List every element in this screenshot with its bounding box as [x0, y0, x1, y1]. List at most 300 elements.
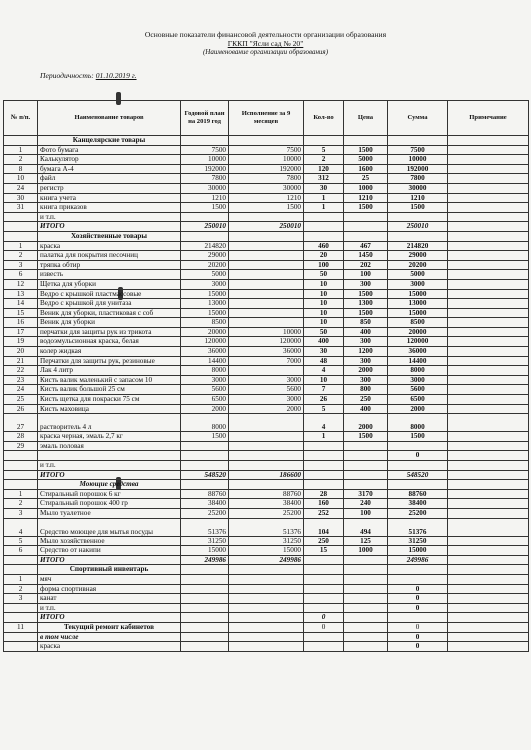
total-row	[4, 555, 529, 565]
cell-note	[448, 356, 529, 366]
cell-sum: 3000	[388, 375, 448, 385]
cell-sum: 0	[388, 642, 448, 652]
cell-sum	[388, 136, 448, 146]
cell-qty: 28	[304, 489, 344, 499]
cell-price: 250	[344, 395, 388, 405]
cell-number: 2	[4, 251, 38, 261]
cell-exec: 3000	[229, 375, 304, 385]
cell-qty: 252	[304, 508, 344, 518]
cell-exec	[229, 451, 304, 461]
cell-note	[448, 222, 529, 232]
cell-plan: 29000	[181, 251, 229, 261]
cell-plan	[181, 622, 229, 632]
cell-exec	[229, 414, 304, 432]
cell-price: 202	[344, 260, 388, 270]
section-row	[4, 565, 529, 575]
cell-number: 11	[4, 622, 38, 632]
cell-number: 16	[4, 318, 38, 328]
cell-name	[38, 451, 181, 461]
table-row	[4, 584, 529, 594]
table-row	[4, 327, 529, 337]
cell-sum: 38400	[388, 499, 448, 509]
cell-qty: 10	[304, 308, 344, 318]
cell-number: 6	[4, 270, 38, 280]
cell-note	[448, 432, 529, 442]
cell-plan: 20200	[181, 260, 229, 270]
cell-name: Лак 4 литр	[38, 366, 181, 376]
cell-plan	[181, 584, 229, 594]
cell-exec	[229, 289, 304, 299]
cell-note	[448, 270, 529, 280]
cell-number: 20	[4, 347, 38, 357]
table-row	[4, 145, 529, 155]
table-header-row	[4, 101, 529, 136]
cell-note	[448, 565, 529, 575]
cell-plan: 8500	[181, 318, 229, 328]
table-row	[4, 356, 529, 366]
cell-note	[448, 451, 529, 461]
cell-exec	[229, 603, 304, 613]
cell-price: 1500	[344, 203, 388, 213]
cell-exec	[229, 480, 304, 490]
table-row	[4, 289, 529, 299]
cell-exec	[229, 613, 304, 623]
cell-plan	[181, 441, 229, 451]
cell-name: Кисть валик большой 25 см	[38, 385, 181, 395]
cell-plan: 5000	[181, 270, 229, 280]
cell-number: 4	[4, 518, 38, 536]
table-row	[4, 308, 529, 318]
cell-exec: 88760	[229, 489, 304, 499]
cell-plan: 31250	[181, 536, 229, 546]
cell-plan: 15000	[181, 289, 229, 299]
cell-price: 240	[344, 499, 388, 509]
table-row	[4, 385, 529, 395]
cell-exec: 25200	[229, 508, 304, 518]
cell-name: Средство от накипи	[38, 546, 181, 556]
cell-exec	[229, 260, 304, 270]
cell-exec	[229, 574, 304, 584]
cell-sum: 7800	[388, 174, 448, 184]
table-row	[4, 489, 529, 499]
cell-exec	[229, 461, 304, 471]
cell-note	[448, 193, 529, 203]
cell-plan: 88760	[181, 489, 229, 499]
cell-note	[448, 536, 529, 546]
cell-number: 3	[4, 594, 38, 604]
cell-note	[448, 441, 529, 451]
table-row	[4, 347, 529, 357]
cell-note	[448, 174, 529, 184]
cell-price: 400	[344, 404, 388, 414]
table-row	[4, 395, 529, 405]
cell-plan: 3000	[181, 375, 229, 385]
cell-number	[4, 480, 38, 490]
cell-exec	[229, 308, 304, 318]
cell-number: 12	[4, 279, 38, 289]
cell-number: 17	[4, 327, 38, 337]
cell-qty	[304, 451, 344, 461]
cell-name: краска	[38, 241, 181, 251]
cell-qty: 0	[304, 622, 344, 632]
cell-name: форма спортивная	[38, 584, 181, 594]
cell-note	[448, 642, 529, 652]
periodicity-label: Периодичность:	[40, 71, 94, 80]
cell-note	[448, 632, 529, 642]
cell-price: 5000	[344, 155, 388, 165]
cell-price: 1500	[344, 145, 388, 155]
cell-sum	[388, 613, 448, 623]
table-row	[4, 270, 529, 280]
cell-name: Мыло туалетное	[38, 508, 181, 518]
cell-sum	[388, 212, 448, 222]
cell-qty	[304, 212, 344, 222]
cell-number: 1	[4, 145, 38, 155]
section-row	[4, 231, 529, 241]
cell-sum: 15000	[388, 289, 448, 299]
cell-number: 3	[4, 260, 38, 270]
cell-note	[448, 414, 529, 432]
cell-sum	[388, 480, 448, 490]
cell-name: краска черная, эмаль 2,7 кг	[38, 432, 181, 442]
cell-plan	[181, 212, 229, 222]
cell-plan: 8000	[181, 414, 229, 432]
cell-number: 1	[4, 489, 38, 499]
cell-qty	[304, 584, 344, 594]
cell-name: и т.п.	[38, 603, 181, 613]
cell-qty: 30	[304, 183, 344, 193]
cell-sum: 214820	[388, 241, 448, 251]
cell-exec: 192000	[229, 164, 304, 174]
cell-qty: 50	[304, 327, 344, 337]
cell-note	[448, 308, 529, 318]
cell-plan: 249986	[181, 555, 229, 565]
cell-price	[344, 222, 388, 232]
cell-number: 23	[4, 375, 38, 385]
table-row	[4, 546, 529, 556]
cell-price: 300	[344, 279, 388, 289]
cell-number: 14	[4, 299, 38, 309]
cell-price: 100	[344, 270, 388, 280]
cell-name: краска	[38, 642, 181, 652]
cell-plan: 7500	[181, 145, 229, 155]
cell-plan	[181, 574, 229, 584]
cell-sum: 548520	[388, 470, 448, 480]
cell-price	[344, 136, 388, 146]
cell-plan	[181, 231, 229, 241]
cell-name: канат	[38, 594, 181, 604]
cell-exec: 31250	[229, 536, 304, 546]
cell-note	[448, 574, 529, 584]
table-row	[4, 251, 529, 261]
cell-note	[448, 337, 529, 347]
table-row	[4, 404, 529, 414]
cell-qty: 5	[304, 145, 344, 155]
cell-qty	[304, 480, 344, 490]
cell-exec: 10000	[229, 155, 304, 165]
cell-sum: 30000	[388, 183, 448, 193]
cell-name: тряпка обтир	[38, 260, 181, 270]
cell-price: 1500	[344, 289, 388, 299]
cell-name: Ведро с крышкой пластмассовые	[38, 289, 181, 299]
cell-exec	[229, 366, 304, 376]
cell-note	[448, 299, 529, 309]
cell-number	[4, 136, 38, 146]
cell-plan: 38400	[181, 499, 229, 509]
cell-note	[448, 375, 529, 385]
cell-plan: 120000	[181, 337, 229, 347]
cell-name: колер жидкая	[38, 347, 181, 357]
cell-sum: 31250	[388, 536, 448, 546]
cell-qty: 7	[304, 385, 344, 395]
table-row	[4, 574, 529, 584]
cell-price: 3170	[344, 489, 388, 499]
cell-qty: 4	[304, 414, 344, 432]
cell-qty: 0	[304, 613, 344, 623]
cell-number: 13	[4, 289, 38, 299]
table-row	[4, 441, 529, 451]
cell-plan: 25200	[181, 508, 229, 518]
table-row	[4, 260, 529, 270]
cell-note	[448, 136, 529, 146]
cell-qty: 120	[304, 164, 344, 174]
cell-number	[4, 231, 38, 241]
cell-sum: 5600	[388, 385, 448, 395]
cell-price: 2000	[344, 366, 388, 376]
cell-qty: 1	[304, 432, 344, 442]
cell-exec	[229, 642, 304, 652]
cell-number: 28	[4, 432, 38, 442]
cell-plan: 30000	[181, 183, 229, 193]
cell-sum: 88760	[388, 489, 448, 499]
cell-sum: 20200	[388, 260, 448, 270]
cell-price	[344, 451, 388, 461]
cell-sum: 2000	[388, 404, 448, 414]
cell-qty	[304, 441, 344, 451]
col-exec: Исполнение за 9 месяцев	[229, 101, 304, 136]
cell-exec: 5600	[229, 385, 304, 395]
section-row	[4, 622, 529, 632]
cell-plan	[181, 480, 229, 490]
cell-name: Кисть маховица	[38, 404, 181, 414]
cell-note	[448, 546, 529, 556]
cell-sum	[388, 441, 448, 451]
cell-exec	[229, 299, 304, 309]
cell-qty	[304, 603, 344, 613]
cell-sum: 14400	[388, 356, 448, 366]
periodicity	[40, 71, 137, 80]
cell-name: перчатки для защиты рук из трикота	[38, 327, 181, 337]
cell-name: книга приказов	[38, 203, 181, 213]
cell-number: 2	[4, 584, 38, 594]
cell-plan: 15000	[181, 546, 229, 556]
cell-plan: 6500	[181, 395, 229, 405]
cell-price	[344, 603, 388, 613]
cell-sum: 7500	[388, 145, 448, 155]
cell-qty	[304, 222, 344, 232]
cell-plan	[181, 451, 229, 461]
cell-qty	[304, 574, 344, 584]
cell-note	[448, 508, 529, 518]
cell-note	[448, 555, 529, 565]
cell-plan	[181, 594, 229, 604]
cell-name: Фото бумага	[38, 145, 181, 155]
cell-number: 10	[4, 174, 38, 184]
cell-number: 21	[4, 356, 38, 366]
cell-price	[344, 480, 388, 490]
table-row	[4, 642, 529, 652]
cell-name: известь	[38, 270, 181, 280]
cell-number	[4, 613, 38, 623]
cell-name: Средство моющее для мытья посуды	[38, 518, 181, 536]
cell-qty: 50	[304, 270, 344, 280]
cell-note	[448, 366, 529, 376]
table-row	[4, 603, 529, 613]
cell-qty: 160	[304, 499, 344, 509]
cell-plan: 1210	[181, 193, 229, 203]
cell-note	[448, 395, 529, 405]
table-row	[4, 203, 529, 213]
cell-note	[448, 480, 529, 490]
cell-price	[344, 470, 388, 480]
cell-note	[448, 212, 529, 222]
cell-exec: 1210	[229, 193, 304, 203]
cell-name: ИТОГО	[38, 222, 181, 232]
cell-name: водоэмульсионная краска, белая	[38, 337, 181, 347]
cell-price	[344, 584, 388, 594]
cell-name: растворитель 4 л	[38, 414, 181, 432]
cell-price	[344, 642, 388, 652]
cell-note	[448, 499, 529, 509]
cell-plan: 214820	[181, 241, 229, 251]
cell-name: бумага А-4	[38, 164, 181, 174]
cell-qty: 4	[304, 366, 344, 376]
cell-price: 800	[344, 385, 388, 395]
cell-note	[448, 145, 529, 155]
cell-sum: 8500	[388, 318, 448, 328]
cell-price: 125	[344, 536, 388, 546]
total-row	[4, 222, 529, 232]
cell-plan: 51376	[181, 518, 229, 536]
table-row	[4, 432, 529, 442]
cell-qty	[304, 642, 344, 652]
cell-exec	[229, 212, 304, 222]
cell-name: ИТОГО	[38, 613, 181, 623]
cell-name: ИТОГО	[38, 470, 181, 480]
cell-qty	[304, 136, 344, 146]
cell-exec: 15000	[229, 546, 304, 556]
cell-plan: 1500	[181, 432, 229, 442]
cell-price: 1000	[344, 183, 388, 193]
table-row	[4, 518, 529, 536]
cell-price: 494	[344, 518, 388, 536]
table-row	[4, 451, 529, 461]
cell-plan: 15000	[181, 308, 229, 318]
cell-price	[344, 565, 388, 575]
cell-plan: 3000	[181, 279, 229, 289]
cell-number: 22	[4, 366, 38, 376]
cell-exec: 186600	[229, 470, 304, 480]
cell-exec	[229, 565, 304, 575]
col-plan: Годовой план на 2019 год	[181, 101, 229, 136]
cell-note	[448, 318, 529, 328]
cell-qty: 400	[304, 337, 344, 347]
cell-note	[448, 327, 529, 337]
cell-exec: 38400	[229, 499, 304, 509]
cell-exec	[229, 441, 304, 451]
cell-qty: 10	[304, 375, 344, 385]
cell-price: 2000	[344, 414, 388, 432]
total-row	[4, 470, 529, 480]
col-number: № п/п.	[4, 101, 38, 136]
cell-note	[448, 289, 529, 299]
cell-number	[4, 555, 38, 565]
cell-name: Текущий ремонт кабинетов	[38, 622, 181, 632]
cell-price	[344, 594, 388, 604]
cell-name: Кисть щетка для покраски 75 см	[38, 395, 181, 405]
cell-plan	[181, 632, 229, 642]
table-row	[4, 279, 529, 289]
cell-number: 24	[4, 183, 38, 193]
cell-exec: 1500	[229, 203, 304, 213]
cell-number: 26	[4, 404, 38, 414]
cell-sum: 0	[388, 622, 448, 632]
table-row	[4, 632, 529, 642]
cell-price	[344, 613, 388, 623]
cell-plan: 548520	[181, 470, 229, 480]
cell-number: 2	[4, 155, 38, 165]
cell-price: 1600	[344, 164, 388, 174]
cell-price	[344, 555, 388, 565]
cell-name: Стиральный порошок 6 кг	[38, 489, 181, 499]
table-row	[4, 375, 529, 385]
cell-qty: 104	[304, 518, 344, 536]
cell-qty: 1	[304, 193, 344, 203]
section-row	[4, 480, 529, 490]
cell-sum: 6500	[388, 395, 448, 405]
table-row	[4, 299, 529, 309]
cell-note	[448, 241, 529, 251]
cell-note	[448, 231, 529, 241]
cell-number: 1	[4, 574, 38, 584]
cell-note	[448, 613, 529, 623]
table-row	[4, 193, 529, 203]
cell-exec: 51376	[229, 518, 304, 536]
cell-sum: 5000	[388, 270, 448, 280]
cell-price: 1210	[344, 193, 388, 203]
cell-note	[448, 584, 529, 594]
cell-price: 1300	[344, 299, 388, 309]
table-row	[4, 241, 529, 251]
document-header	[0, 0, 531, 57]
cell-exec	[229, 251, 304, 261]
cell-qty: 2	[304, 155, 344, 165]
cell-plan: 20000	[181, 327, 229, 337]
cell-sum: 0	[388, 632, 448, 642]
cell-note	[448, 251, 529, 261]
cell-number: 15	[4, 308, 38, 318]
cell-plan: 1500	[181, 203, 229, 213]
cell-number: 25	[4, 395, 38, 405]
cell-note	[448, 164, 529, 174]
financial-table	[3, 100, 529, 652]
cell-plan	[181, 613, 229, 623]
cell-name: Веник для уборки, пластиковая с соб	[38, 308, 181, 318]
cell-plan: 8000	[181, 366, 229, 376]
cell-name: Моющие средства	[38, 480, 181, 490]
cell-price: 1200	[344, 347, 388, 357]
cell-exec	[229, 136, 304, 146]
